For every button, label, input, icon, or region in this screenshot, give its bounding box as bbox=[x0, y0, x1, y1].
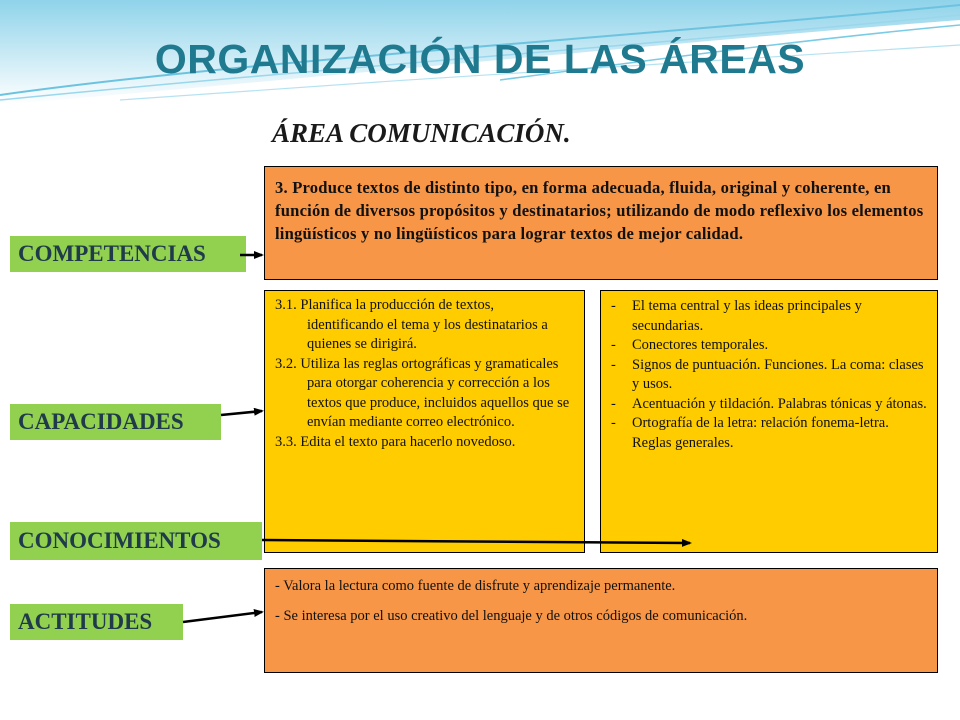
conocimiento-item: - Conectores temporales. bbox=[611, 337, 769, 353]
competencia-text: 3. Produce textos de distinto tipo, en forma adecuada, fluida, original y coherente, en función de diversos propósitos y destinatarios; utilizando de modo reflexivo los elementos lingüísticos y no lingüísticos para lograr textos de mejor calidad. bbox=[275, 178, 924, 243]
conocimiento-item: - El tema central y las ideas principales y secundarias. bbox=[611, 298, 862, 334]
actitud-item: - Valora la lectura como fuente de disfrute y aprendizaje permanente. bbox=[275, 578, 676, 594]
capacidades-list bbox=[265, 291, 584, 452]
label-capacidades: CAPACIDADES bbox=[10, 404, 221, 440]
conocimiento-item: - Signos de puntuación. Funciones. La coma: clases y usos. bbox=[611, 356, 924, 392]
competencia-box bbox=[264, 166, 938, 280]
capacidades-box bbox=[264, 290, 585, 553]
area-subtitle: ÁREA COMUNICACIÓN. bbox=[272, 118, 571, 148]
conocimiento-item: - Ortografía de la letra: relación fonema-letra. Reglas generales. bbox=[611, 415, 889, 451]
actitudes-box bbox=[264, 568, 938, 673]
capacidad-item: 3.3. Edita el texto para hacerlo novedoso. bbox=[275, 433, 516, 450]
capacidad-item: 3.1. Planifica la producción de textos, identificando el tema y los destinatarios a quienes se dirigirá. bbox=[275, 297, 548, 352]
conocimientos-list bbox=[601, 291, 937, 453]
actitud-item: - Se interesa por el uso creativo del lenguaje y de otros códigos de comunicación. bbox=[275, 608, 748, 624]
page-title: ORGANIZACIÓN DE LAS ÁREAS bbox=[154, 36, 806, 82]
conocimiento-item: - Acentuación y tildación. Palabras tónicas y átonas. bbox=[611, 395, 927, 412]
label-competencias: COMPETENCIAS bbox=[10, 236, 246, 272]
capacidad-item: 3.2. Utiliza las reglas ortográficas y gramaticales para otorgar coherencia y corrección a los textos que produce, incluidos aquellos que se envían mediante correo electrónico. bbox=[275, 355, 570, 430]
arrow-capacidades bbox=[221, 411, 262, 415]
conocimientos-box bbox=[600, 290, 938, 553]
arrow-actitudes bbox=[183, 612, 262, 622]
label-conocimientos: CONOCIMIENTOS bbox=[10, 522, 262, 560]
label-actitudes: ACTITUDES bbox=[10, 604, 183, 640]
